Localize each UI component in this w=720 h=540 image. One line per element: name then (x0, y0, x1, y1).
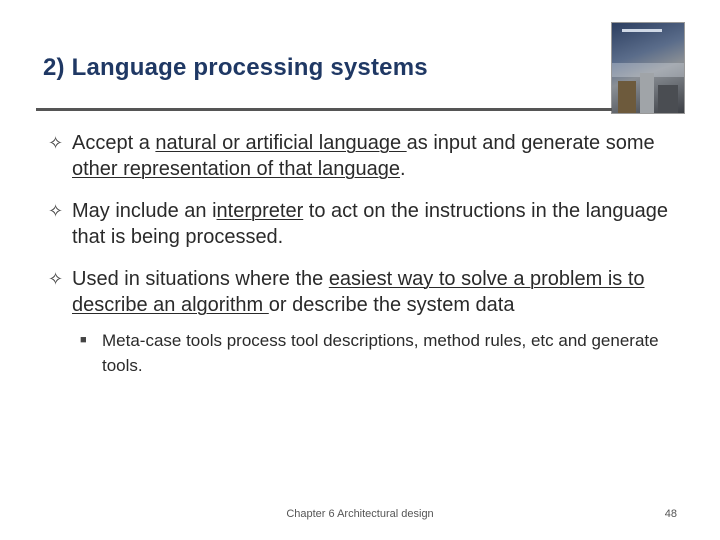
sub-bullet-item (80, 328, 688, 378)
page-number: 48 (664, 508, 677, 520)
bullet-item (48, 266, 688, 318)
square-bullet-icon: ■ (80, 334, 87, 346)
bullet-text: Used in situations where the easiest way to solve a problem is to describe an algorithm or describe the system data (72, 268, 645, 316)
book-cover-image (611, 22, 685, 114)
bullet-item (48, 198, 688, 250)
title-divider (36, 108, 612, 111)
star-bullet-icon: ✧ (48, 269, 64, 289)
slide-title: 2) Language processing systems (43, 54, 428, 81)
star-bullet-icon: ✧ (48, 201, 64, 221)
bullet-item (48, 130, 688, 182)
bullet-text: Accept a natural or artificial language as input and generate some other representation of that language. (72, 132, 655, 180)
bullet-text: May include an interpreter to act on the instructions in the language that is being processed. (72, 200, 668, 248)
bullet-list (48, 130, 688, 378)
sub-bullet-text: Meta-case tools process tool descriptions, method rules, etc and generate tools. (102, 331, 659, 375)
slide-footer: Chapter 6 Architectural design (286, 508, 434, 520)
star-bullet-icon: ✧ (48, 133, 64, 153)
